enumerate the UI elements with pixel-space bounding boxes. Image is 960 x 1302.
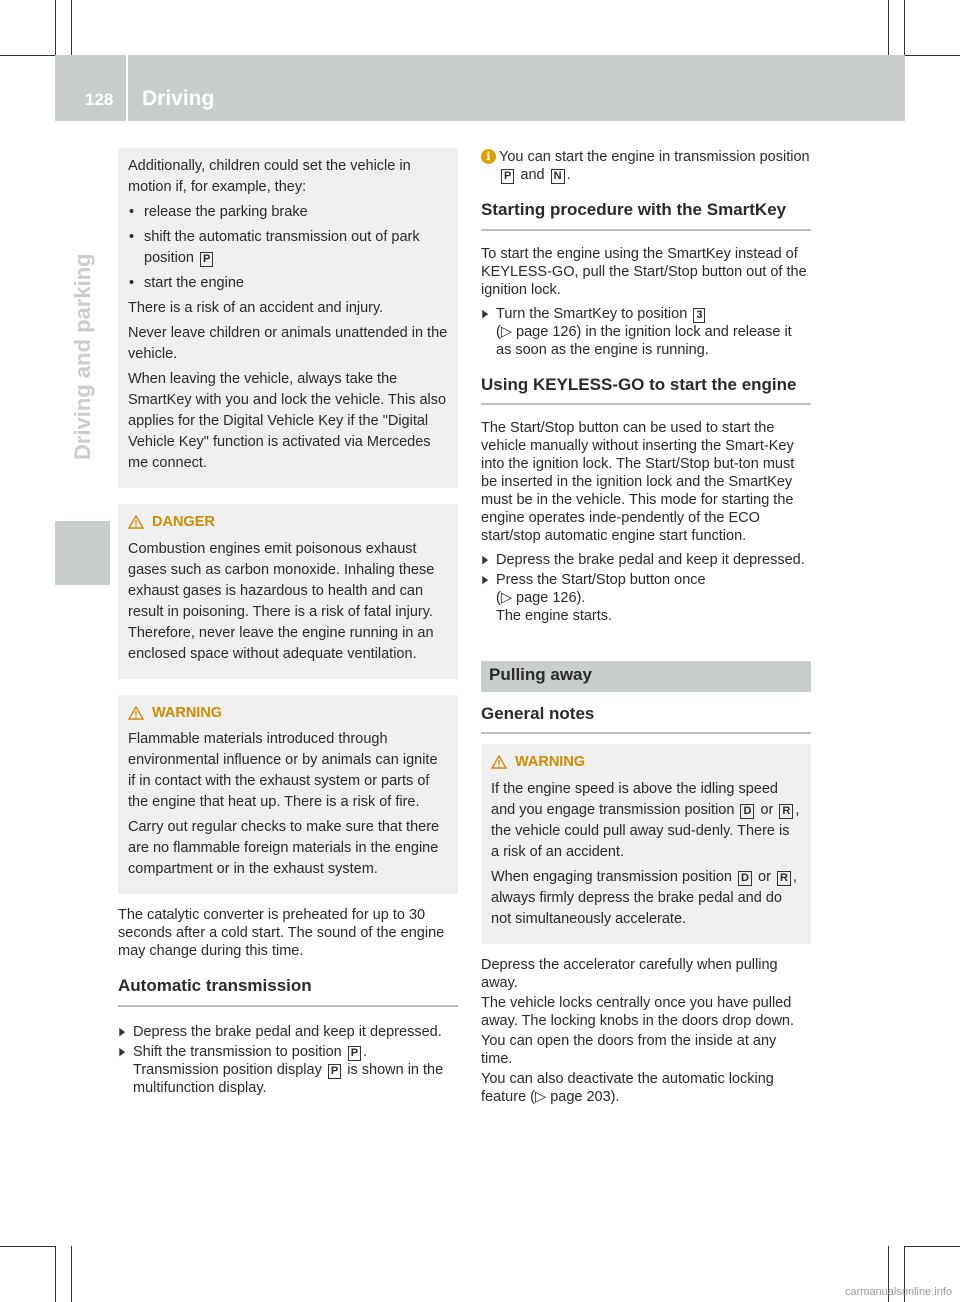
crop-mark bbox=[0, 1246, 55, 1247]
warning-triangle-icon bbox=[128, 515, 144, 529]
danger-box bbox=[118, 504, 458, 679]
body-text bbox=[481, 956, 811, 1106]
transmission-key-p: P bbox=[348, 1046, 361, 1061]
side-tab-marker bbox=[55, 521, 110, 585]
transmission-key-p: P bbox=[200, 252, 213, 267]
header-divider bbox=[126, 55, 128, 121]
warning-triangle-icon bbox=[491, 755, 507, 769]
instruction-step: ▶ Turn the SmartKey to position 3 (▷ page 126) in the ignition lock and release it as soon as the engine is running. bbox=[481, 305, 811, 359]
crop-mark bbox=[71, 0, 72, 55]
heading-general-notes: General notes bbox=[481, 704, 811, 735]
section-title: Driving bbox=[142, 87, 215, 110]
right-column bbox=[481, 148, 811, 1108]
warning-box bbox=[118, 695, 458, 895]
warning-box bbox=[481, 744, 811, 944]
paragraph: The Start/Stop button can be used to start the vehicle manually without inserting the Smart-Key into the ignition lock. The Start/Stop but-ton must be inserted in the ignition lock and the SmartKey must be in the vehicle. This mode for starting the engine operates inde-pendently of the ECO start/stop automatic engine start function. bbox=[481, 420, 795, 544]
warning-heading: WARNING bbox=[491, 752, 801, 773]
crop-mark bbox=[904, 0, 905, 55]
info-note: i You can start the engine in transmission position P and N . bbox=[481, 148, 811, 184]
instruction-step: ▶ Press the Start/Stop button once (▷ page 126). The engine starts. bbox=[481, 571, 811, 625]
paragraph: You can open the doors from the inside at any time. bbox=[481, 1032, 777, 1067]
transmission-key-d: D bbox=[738, 871, 752, 886]
crop-mark bbox=[0, 55, 55, 56]
crop-mark bbox=[905, 1246, 960, 1247]
paragraph: Additionally, children could set the vehicle in motion if, for example, they: bbox=[128, 158, 411, 195]
paragraph: You can also deactivate the automatic locking feature (▷ page 203). bbox=[481, 1070, 774, 1105]
list-item: • start the engine bbox=[128, 273, 448, 294]
list-item: • release the parking brake bbox=[128, 202, 448, 223]
paragraph: When engaging transmission position D or R , always firmly depress the brake pedal and do not simultaneously accelerate. bbox=[491, 868, 797, 927]
transmission-key-p: P bbox=[501, 169, 514, 184]
paragraph: Flammable materials introduced through environmental influence or by animals can ignite if in contact with the exhaust system or parts of the engine that heat up. There is a risk of fire. bbox=[128, 731, 438, 810]
paragraph: To start the engine using the SmartKey instead of KEYLESS-GO, pull the Start/Stop button out of the ignition lock. bbox=[481, 245, 807, 298]
paragraph: The catalytic converter is preheated for up to 30 seconds after a cold start. The sound of the engine may change during this time. bbox=[118, 907, 445, 959]
page-ref-arrow-icon: ▷ bbox=[535, 1088, 547, 1105]
heading-automatic-transmission: Automatic transmission bbox=[118, 976, 458, 1007]
warning-continuation-box bbox=[118, 148, 458, 488]
instruction-step: ▶ Depress the brake pedal and keep it depressed. bbox=[481, 551, 811, 569]
transmission-key-d: D bbox=[740, 804, 754, 819]
left-column bbox=[118, 148, 458, 1099]
footer-watermark: carmanualsonline.info bbox=[845, 1286, 953, 1298]
heading-keyless-go: Using KEYLESS-GO to start the engine bbox=[481, 375, 811, 406]
paragraph: When leaving the vehicle, always take the SmartKey with you and lock the vehicle. This also applies for the Digital Vehicle Key if the "Digital Vehicle Key" function is activated via Mercedes me connect. bbox=[128, 371, 447, 471]
page-ref-arrow-icon: ▷ bbox=[500, 590, 512, 606]
transmission-key-p: P bbox=[328, 1064, 341, 1079]
crop-mark bbox=[55, 1246, 56, 1302]
transmission-key-r: R bbox=[777, 871, 791, 886]
paragraph: There is a risk of an accident and injury. bbox=[128, 300, 384, 316]
list-item: • shift the automatic transmission out of park position P bbox=[128, 227, 448, 269]
paragraph: The vehicle locks centrally once you have pulled away. The locking knobs in the doors drop down. bbox=[481, 994, 795, 1029]
page-number: 128 bbox=[85, 90, 114, 109]
heading-starting-smartkey: Starting procedure with the SmartKey bbox=[481, 200, 811, 231]
info-icon: i bbox=[481, 149, 496, 164]
paragraph: Carry out regular checks to make sure that there are no flammable foreign materials in the engine compartment or in the exhaust system. bbox=[128, 819, 440, 877]
paragraph: Combustion engines emit poisonous exhaust gases such as carbon monoxide. Inhaling these exhaust gases is hazardous to health and can result in poisoning. There is a risk of fatal injury. Therefore, never leave the engine running in an enclosed space without adequate ventilation. bbox=[128, 540, 435, 662]
transmission-key-r: R bbox=[779, 804, 793, 819]
crop-mark bbox=[888, 0, 889, 55]
paragraph: Depress the accelerator carefully when pulling away. bbox=[481, 956, 778, 991]
transmission-key-n: N bbox=[551, 169, 565, 184]
ignition-position-key: 3 bbox=[693, 308, 705, 323]
danger-heading: DANGER bbox=[128, 512, 448, 533]
paragraph: If the engine speed is above the idling speed and you engage transmission position D or R , the vehicle could pull away sud-denly. There is a risk of an accident. bbox=[491, 780, 800, 860]
heading-pulling-away: Pulling away bbox=[481, 661, 811, 692]
paragraph: Never leave children or animals unattended in the vehicle. bbox=[128, 325, 448, 362]
warning-triangle-icon bbox=[128, 706, 144, 720]
body-text bbox=[118, 906, 458, 960]
body-text bbox=[481, 419, 811, 545]
instruction-step: ▶ Depress the brake pedal and keep it depressed. bbox=[118, 1023, 458, 1041]
body-text bbox=[481, 245, 811, 299]
crop-mark bbox=[55, 0, 56, 55]
warning-heading: WARNING bbox=[128, 703, 448, 724]
side-tab-label: Driving and parking bbox=[70, 253, 95, 460]
crop-mark bbox=[905, 55, 960, 56]
instruction-step: ▶ Shift the transmission to position P . Transmission position display P is shown in the multifunction display. bbox=[118, 1043, 458, 1097]
crop-mark bbox=[71, 1246, 72, 1302]
page-ref-arrow-icon: ▷ bbox=[500, 323, 512, 340]
